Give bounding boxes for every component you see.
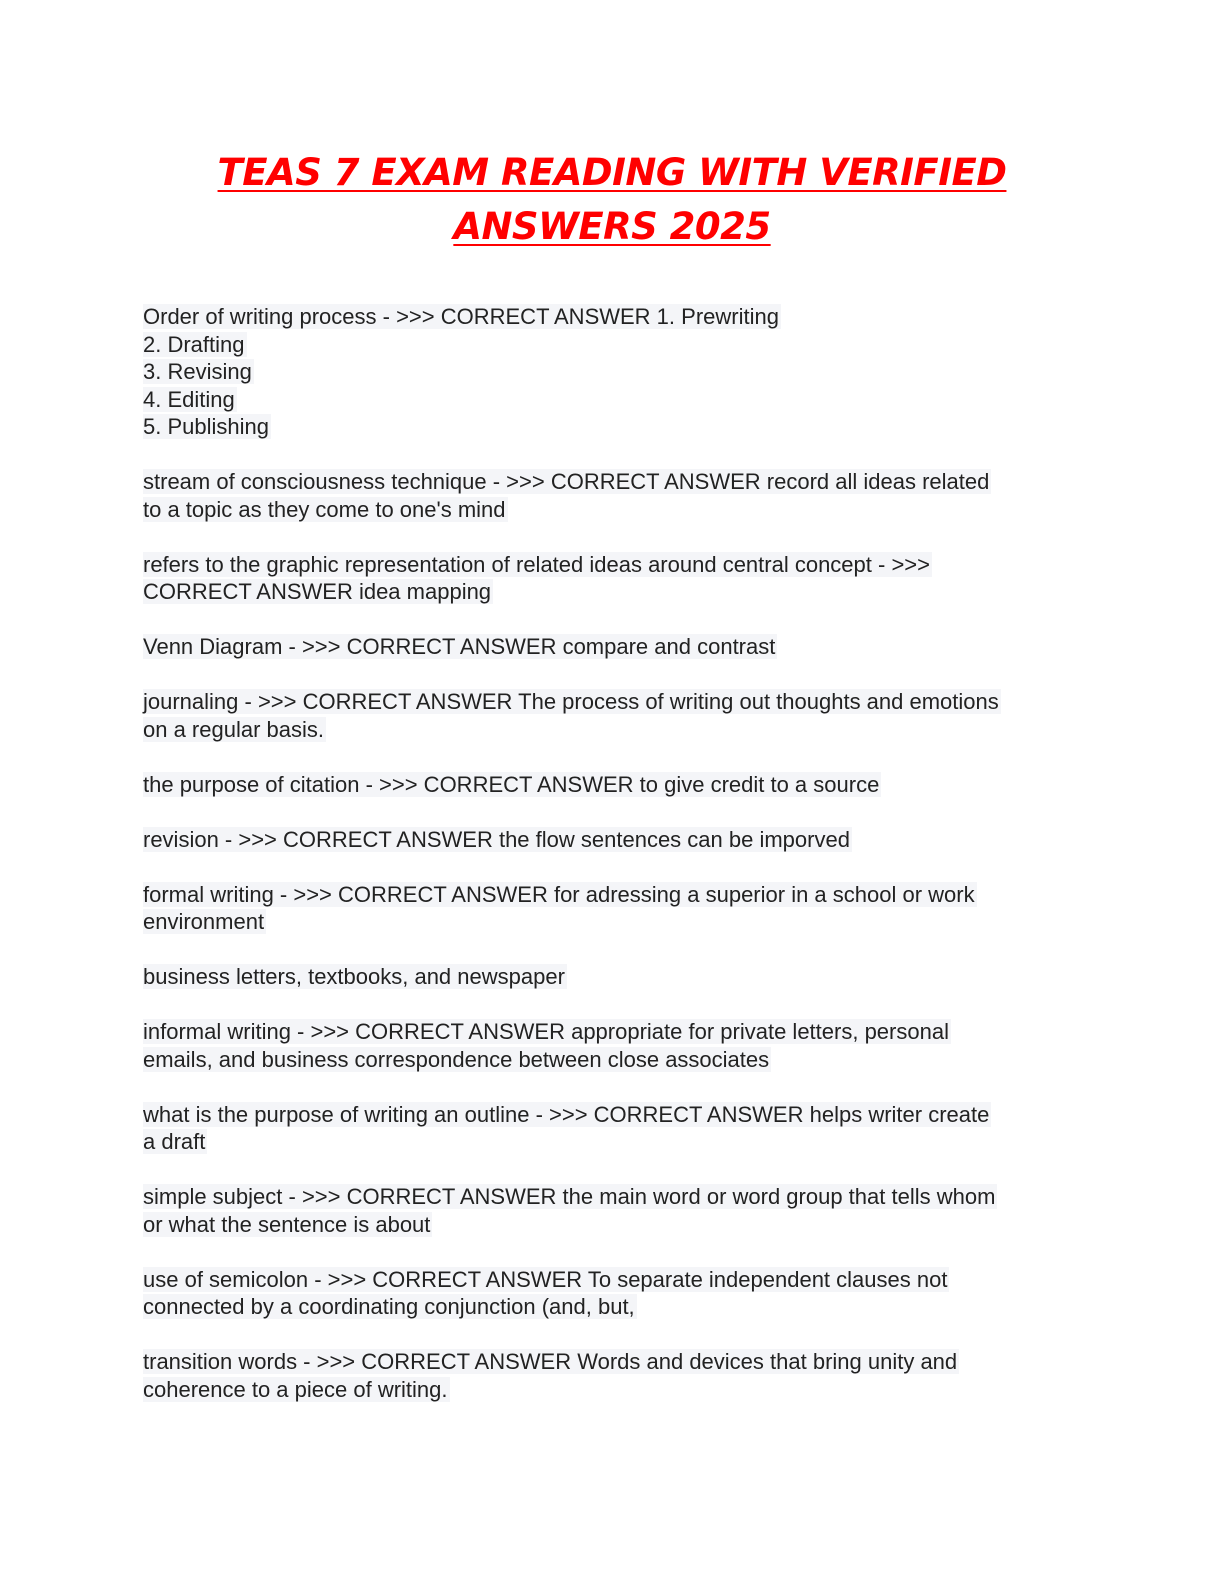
qa-entry-stream-of-consciousness: [143, 468, 1083, 523]
qa-entry-formal-writing: [143, 881, 1083, 936]
qa-line: stream of consciousness technique - >>> CORRECT ANSWER record all ideas related: [143, 469, 990, 494]
qa-entry-idea-mapping: [143, 551, 1083, 606]
qa-line: on a regular basis.: [143, 716, 324, 742]
qa-line: journaling - >>> CORRECT ANSWER The process of writing out thoughts and emotions: [143, 689, 999, 714]
qa-line: transition words - >>> CORRECT ANSWER Words and devices that bring unity and: [143, 1349, 958, 1374]
qa-entry-revision: [143, 826, 1083, 854]
qa-line: simple subject - >>> CORRECT ANSWER the main word or word group that tells whom: [143, 1184, 996, 1209]
qa-line: Venn Diagram - >>> CORRECT ANSWER compare and contrast: [143, 634, 776, 659]
qa-line: 4. Editing: [143, 386, 235, 412]
qa-line: 3. Revising: [143, 359, 252, 384]
qa-entry-citation: [143, 771, 1083, 799]
qa-list: [143, 303, 1083, 1431]
qa-line: or what the sentence is about: [143, 1211, 431, 1237]
qa-entry-semicolon: [143, 1266, 1083, 1321]
title-line-1: TEAS 7 EXAM READING WITH VERIFIED: [217, 151, 1007, 194]
qa-entry-outline: [143, 1101, 1083, 1156]
qa-line: business letters, textbooks, and newspaper: [143, 964, 565, 989]
qa-line: refers to the graphic representation of related ideas around central concept - >>>: [143, 551, 930, 577]
qa-line: formal writing - >>> CORRECT ANSWER for adressing a superior in a school or work: [143, 881, 975, 907]
qa-line: Order of writing process - >>> CORRECT ANSWER 1. Prewriting: [143, 304, 779, 329]
qa-entry-writing-process: [143, 303, 1083, 441]
qa-line: informal writing - >>> CORRECT ANSWER appropriate for private letters, personal: [143, 1019, 949, 1044]
title-line-2: ANSWERS 2025: [453, 205, 771, 248]
qa-line: coherence to a piece of writing.: [143, 1376, 448, 1402]
qa-line: emails, and business correspondence between close associates: [143, 1046, 770, 1072]
qa-line: a draft: [143, 1129, 206, 1154]
qa-entry-journaling: [143, 688, 1083, 743]
qa-entry-simple-subject: [143, 1183, 1083, 1238]
qa-line: CORRECT ANSWER idea mapping: [143, 579, 492, 604]
qa-line: to a topic as they come to one's mind: [143, 496, 506, 522]
qa-line: what is the purpose of writing an outline - >>> CORRECT ANSWER helps writer create: [143, 1101, 990, 1127]
qa-line: environment: [143, 909, 265, 934]
qa-line: the purpose of citation - >>> CORRECT ANSWER to give credit to a source: [143, 771, 880, 797]
qa-line: 2. Drafting: [143, 331, 245, 357]
qa-entry-business-letters: [143, 963, 1083, 991]
qa-line: use of semicolon - >>> CORRECT ANSWER To separate independent clauses not: [143, 1266, 948, 1292]
qa-entry-informal-writing: [143, 1018, 1083, 1073]
qa-entry-venn-diagram: [143, 633, 1083, 661]
document-title: [0, 146, 1224, 254]
qa-line: connected by a coordinating conjunction (and, but,: [143, 1294, 635, 1319]
qa-entry-transition-words: [143, 1348, 1083, 1403]
qa-line: revision - >>> CORRECT ANSWER the flow sentences can be imporved: [143, 826, 850, 852]
qa-line: 5. Publishing: [143, 414, 269, 439]
